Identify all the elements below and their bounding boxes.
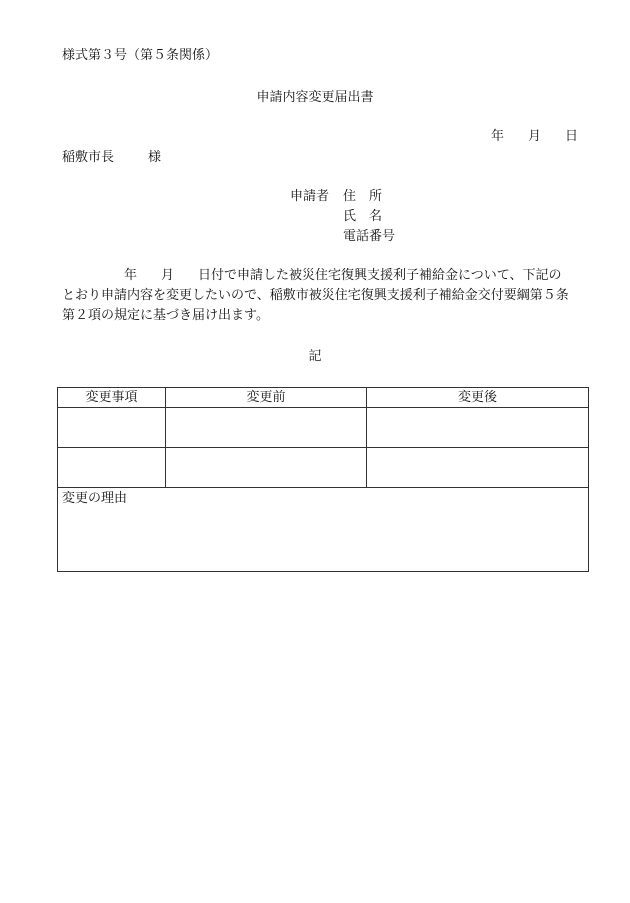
cell-before-change-1[interactable] [166, 408, 367, 448]
form-number: 様式第３号（第５条関係） [62, 48, 219, 63]
ki-heading: 記 [308, 349, 322, 364]
table-row [58, 448, 589, 488]
change-table [57, 387, 589, 572]
body-line-1-text: 日付で申請した被災住宅復興支援利子補給金について、下記の [198, 268, 562, 283]
body-paragraph [62, 266, 584, 326]
addressee-honorific: 様 [148, 150, 162, 165]
body-line-3: 第２項の規定に基づき届け出ます。 [62, 308, 269, 323]
date-month-label: 月 [528, 129, 542, 144]
header-after-change: 変更後 [367, 388, 589, 408]
body-year-label: 年 [124, 268, 138, 283]
cell-change-item-1[interactable] [58, 408, 166, 448]
applicant-address-label: 住 所 [343, 189, 383, 204]
applicant-phone-label: 電話番号 [343, 229, 396, 244]
applicant-name-label: 氏 名 [343, 209, 383, 224]
table-header-row [58, 388, 589, 408]
document-title: 申請内容変更届出書 [256, 90, 374, 105]
body-line-1 [62, 266, 584, 286]
date-day-label: 日 [565, 129, 579, 144]
cell-after-change-1[interactable] [367, 408, 589, 448]
reason-row [58, 488, 589, 572]
date-line [491, 129, 578, 145]
addressee [62, 150, 161, 166]
cell-change-item-2[interactable] [58, 448, 166, 488]
header-before-change: 変更前 [166, 388, 367, 408]
header-change-item: 変更事項 [58, 388, 166, 408]
reason-cell[interactable] [58, 488, 589, 572]
body-month-label: 月 [161, 268, 175, 283]
cell-before-change-2[interactable] [166, 448, 367, 488]
addressee-name: 稲敷市長 [62, 150, 115, 165]
table-row [58, 408, 589, 448]
body-line-2: とおり申請内容を変更したいので、稲敷市被災住宅復興支援利子補給金交付要綱第５条 [62, 288, 569, 303]
cell-after-change-2[interactable] [367, 448, 589, 488]
applicant-label: 申請者 [290, 189, 330, 204]
date-year-label: 年 [491, 129, 505, 144]
reason-label: 変更の理由 [62, 491, 128, 506]
